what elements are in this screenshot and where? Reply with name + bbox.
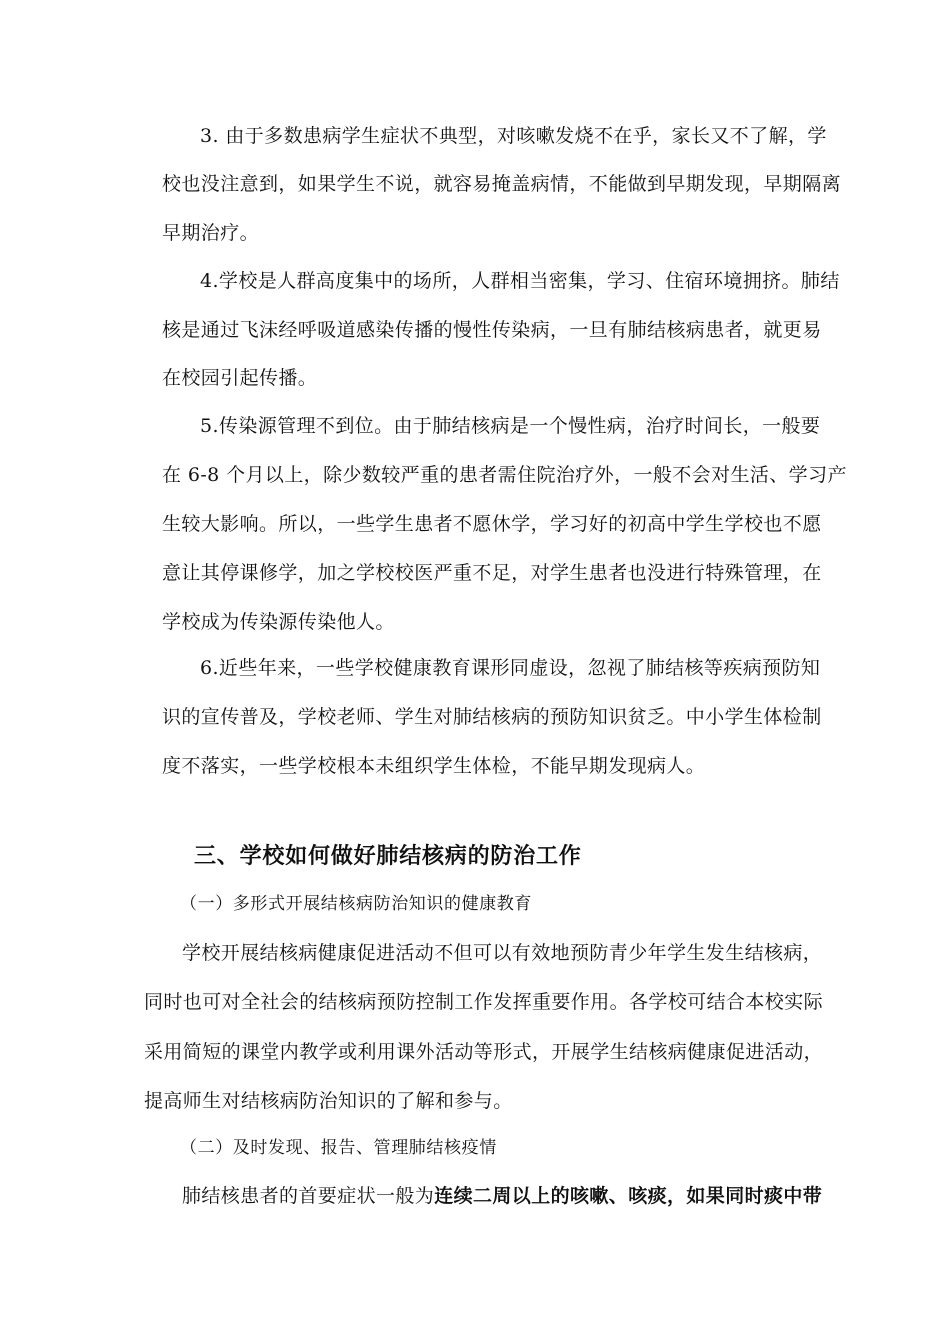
item5-line2: 在 6-8 个月以上，除少数较严重的患者需住院治疗外，一般不会对生活、学习产 [162, 464, 847, 486]
section-heading: 三、学校如何做好肺结核病的防治工作 [194, 844, 582, 869]
subsection2-line1 [182, 1184, 823, 1208]
item5-line5: 学校成为传染源传染他人。 [162, 611, 395, 633]
item3-line1: 3. 由于多数患病学生症状不典型，对咳嗽发烧不在乎，家长又不了解，学 [200, 125, 827, 147]
subsection1-line2: 同时也可对全社会的结核病预防控制工作发挥重要作用。各学校可结合本校实际 [144, 991, 824, 1013]
subsection2-line1-normal: 肺结核患者的首要症状一般为 [182, 1185, 435, 1207]
item4-line3: 在校园引起传播。 [162, 367, 318, 389]
item4-line2: 核是通过飞沫经呼吸道感染传播的慢性传染病，一旦有肺结核病患者，就更易 [162, 319, 822, 341]
item5-line4: 意让其停课修学，加之学校校医严重不足，对学生患者也没进行特殊管理，在 [162, 562, 822, 584]
item5-line1: 5.传染源管理不到位。由于肺结核病是一个慢性病，治疗时间长，一般要 [200, 415, 821, 437]
item6-line2: 识的宣传普及，学校老师、学生对肺结核病的预防知识贫乏。中小学生体检制 [162, 706, 822, 728]
subsection1-line4: 提高师生对结核病防治知识的了解和参与。 [144, 1090, 513, 1112]
item4-line1: 4.学校是人群高度集中的场所，人群相当密集，学习、住宿环境拥挤。肺结 [200, 270, 840, 292]
subsection1-title: （一）多形式开展结核病防治知识的健康教育 [180, 894, 532, 914]
subsection1-line3: 采用简短的课堂内教学或利用课外活动等形式，开展学生结核病健康促进活动， [144, 1041, 824, 1063]
item6-line1: 6.近些年来，一些学校健康教育课形同虚设，忽视了肺结核等疾病预防知 [200, 657, 821, 679]
subsection2-title: （二）及时发现、报告、管理肺结核疫情 [180, 1138, 497, 1158]
subsection1-line1: 学校开展结核病健康促进活动不但可以有效地预防青少年学生发生结核病， [182, 942, 823, 964]
item3-line3: 早期治疗。 [162, 222, 260, 244]
item5-line3: 生较大影响。所以，一些学生患者不愿休学，学习好的初高中学生学校也不愿 [162, 513, 822, 535]
item6-line3: 度不落实，一些学校根本未组织学生体检，不能早期发现病人。 [162, 755, 706, 777]
item3-line2: 校也没注意到，如果学生不说，就容易掩盖病情，不能做到早期发现，早期隔离 [162, 173, 842, 195]
subsection2-line1-bold: 连续二周以上的咳嗽、咳痰，如果同时痰中带 [434, 1185, 823, 1207]
